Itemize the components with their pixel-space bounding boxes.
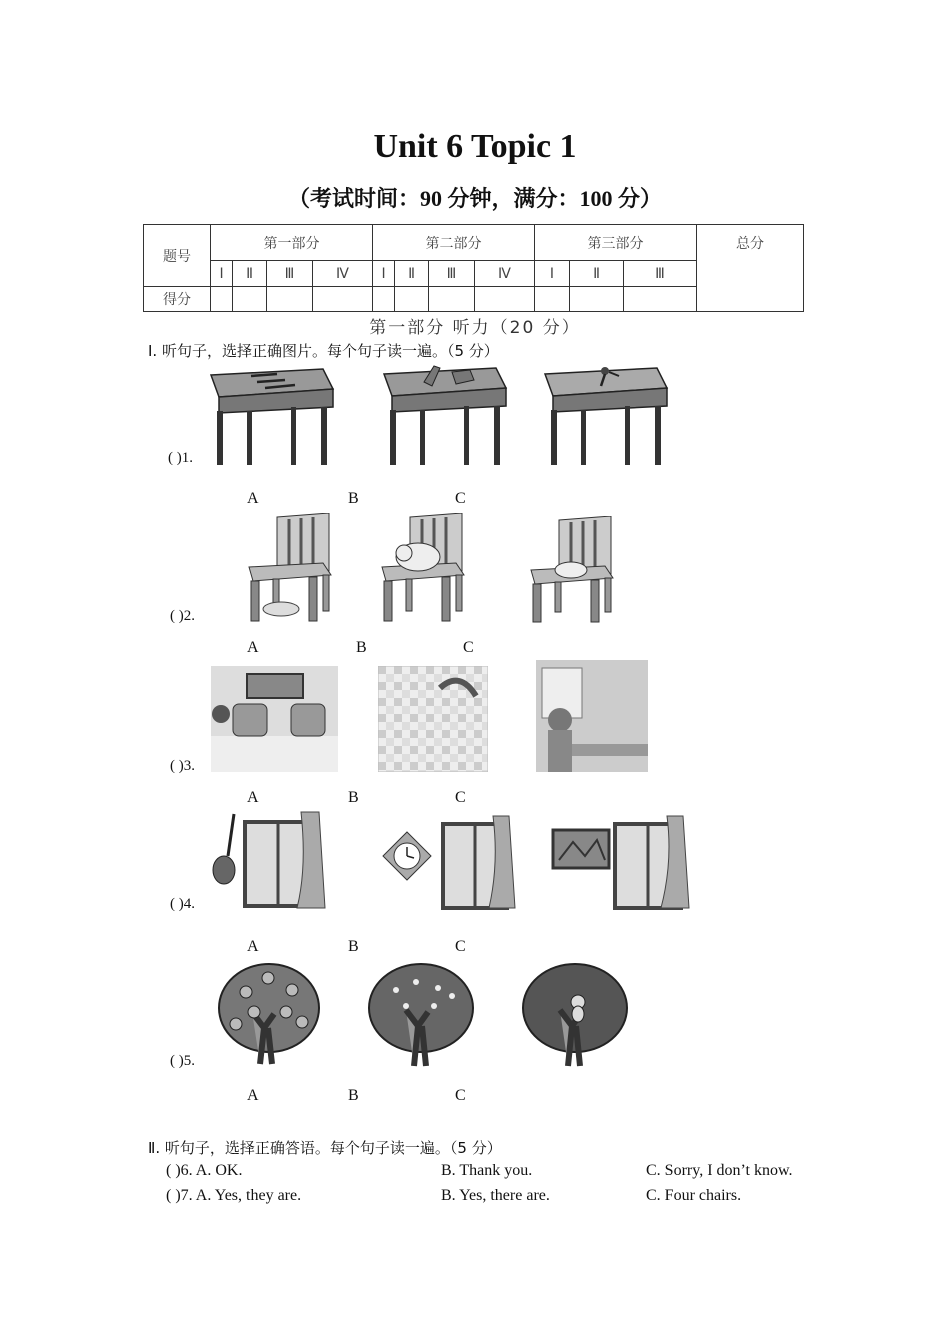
col-1-3: Ⅲ xyxy=(267,261,313,287)
kitchen-image-c xyxy=(536,660,648,772)
score-cell[interactable] xyxy=(534,287,569,312)
living-room-image-a xyxy=(211,666,338,772)
option-b-label: B xyxy=(348,789,359,806)
option-b-label: B xyxy=(348,490,359,507)
option-a-label: A xyxy=(247,490,259,507)
section-one-instruction: Ⅰ. 听句子，选择正确图片。每个句子读一遍。（5 分） xyxy=(148,342,499,360)
desk-image-a xyxy=(205,363,335,465)
col-1-2: Ⅱ xyxy=(233,261,267,287)
option-b-label: B xyxy=(356,639,367,656)
row-label-question: 题号 xyxy=(144,225,211,287)
chair-image-b xyxy=(378,513,468,623)
question-6-option-b: B. Thank you. xyxy=(441,1162,533,1179)
option-a-label: A xyxy=(247,938,259,955)
score-cell[interactable] xyxy=(233,287,267,312)
chair-image-a xyxy=(245,513,335,623)
option-a-label: A xyxy=(247,789,259,806)
window-clock-image-b xyxy=(379,814,519,910)
part-three-header: 第三部分 xyxy=(534,225,696,261)
apple-tree-image-a xyxy=(216,958,322,1066)
desk-image-b xyxy=(378,362,508,465)
option-c-label: C xyxy=(455,490,466,507)
col-3-1: Ⅰ xyxy=(534,261,569,287)
col-1-1: Ⅰ xyxy=(211,261,233,287)
score-cell[interactable] xyxy=(312,287,372,312)
window-guitar-image-a xyxy=(209,808,329,912)
desk-image-c xyxy=(539,362,669,465)
chair-image-c xyxy=(527,516,617,623)
tiled-wall-image-b xyxy=(378,666,488,772)
col-2-4: Ⅳ xyxy=(474,261,534,287)
score-cell[interactable] xyxy=(395,287,429,312)
col-2-2: Ⅱ xyxy=(395,261,429,287)
question-6-option-a: ( )6. A. OK. xyxy=(166,1162,243,1179)
option-a-label: A xyxy=(247,639,259,656)
score-cell[interactable] xyxy=(570,287,624,312)
score-cell[interactable] xyxy=(624,287,697,312)
cat-tree-image-c xyxy=(520,960,630,1068)
window-picture-image-c xyxy=(551,812,691,910)
row-label-score: 得分 xyxy=(144,287,211,312)
score-cell[interactable] xyxy=(429,287,475,312)
question-7-option-c: C. Four chairs. xyxy=(646,1187,742,1204)
col-3-2: Ⅱ xyxy=(570,261,624,287)
col-1-4: Ⅳ xyxy=(312,261,372,287)
flower-tree-image-b xyxy=(366,960,476,1068)
option-c-label: C xyxy=(455,789,466,806)
score-cell[interactable] xyxy=(372,287,394,312)
section-two-instruction: Ⅱ. 听句子，选择正确答语。每个句子读一遍。（5 分） xyxy=(148,1139,502,1157)
question-5-label: ( )5. xyxy=(170,1053,195,1069)
option-c-label: C xyxy=(455,938,466,955)
part-two-header: 第二部分 xyxy=(372,225,534,261)
part-one-header: 第一部分 xyxy=(211,225,373,261)
question-7-option-b: B. Yes, there are. xyxy=(441,1187,550,1204)
score-cell[interactable] xyxy=(211,287,233,312)
question-2-label: ( )2. xyxy=(170,608,195,624)
question-1-label: ( )1. xyxy=(168,450,193,466)
part-one-heading: 第一部分 听力（20 分） xyxy=(369,318,581,338)
page-subtitle: （考试时间：90 分钟，满分：100 分） xyxy=(287,186,662,211)
total-header: 总分 xyxy=(697,225,804,312)
question-4-label: ( )4. xyxy=(170,896,195,912)
score-table xyxy=(143,224,804,312)
score-cell[interactable] xyxy=(267,287,313,312)
option-c-label: C xyxy=(455,1087,466,1104)
col-3-3: Ⅲ xyxy=(624,261,697,287)
col-2-3: Ⅲ xyxy=(429,261,475,287)
question-6-option-c: C. Sorry, I don’t know. xyxy=(646,1162,793,1179)
page-title: Unit 6 Topic 1 xyxy=(373,128,577,165)
option-b-label: B xyxy=(348,1087,359,1104)
option-a-label: A xyxy=(247,1087,259,1104)
col-2-1: Ⅰ xyxy=(372,261,394,287)
question-3-label: ( )3. xyxy=(170,758,195,774)
option-b-label: B xyxy=(348,938,359,955)
score-cell[interactable] xyxy=(474,287,534,312)
question-7-option-a: ( )7. A. Yes, they are. xyxy=(166,1187,302,1204)
option-c-label: C xyxy=(463,639,474,656)
